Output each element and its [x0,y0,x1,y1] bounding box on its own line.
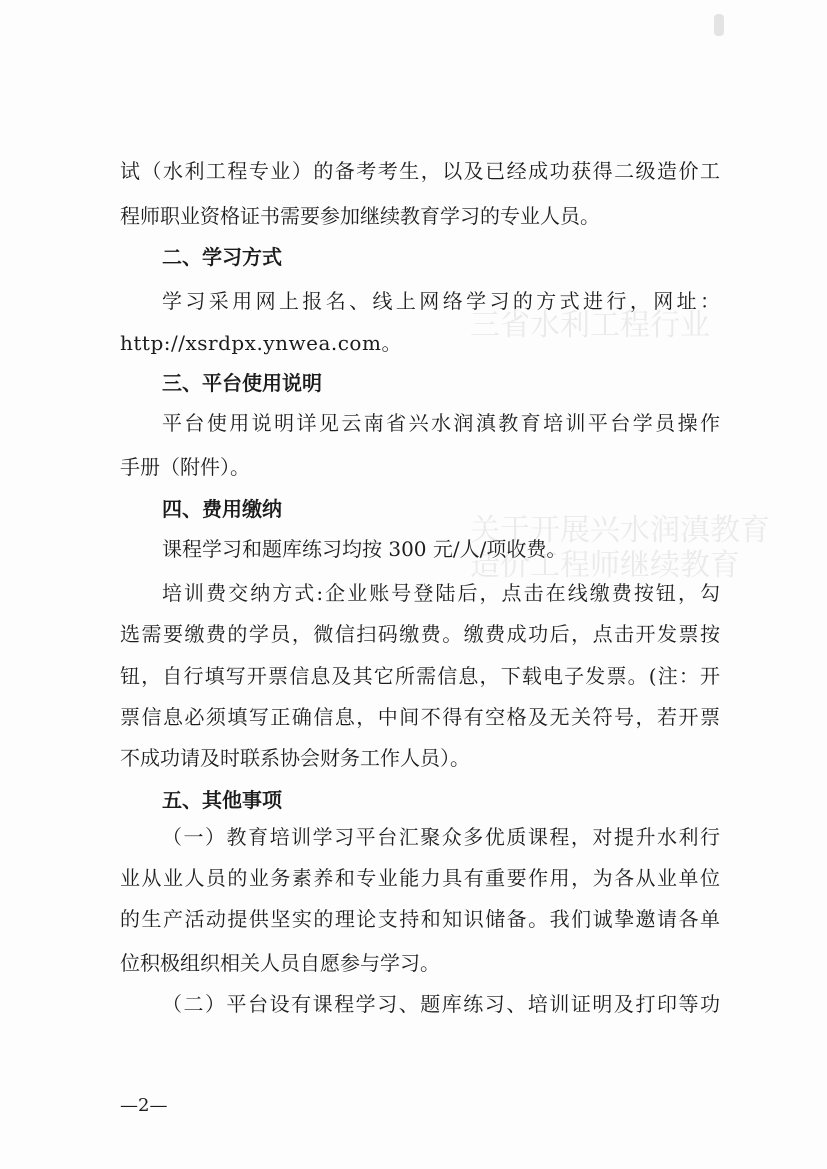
bleed-through-text: 造价工程师继续教育 [470,548,740,583]
body-line: 选需要缴费的学员，微信扫码缴费。缴费成功后，点击开发票按 [120,622,720,646]
section-heading: 三、平台使用说明 [162,371,322,395]
page-number: —2— [120,1095,168,1116]
body-line: （二）平台设有课程学习、题库练习、培训证明及打印等功 [162,992,720,1016]
body-line: 试（水利工程专业）的备考考生，以及已经成功获得二级造价工 [120,159,720,183]
scan-mark [714,14,724,36]
body-line: 不成功请及时联系协会财务工作人员）。 [120,746,470,770]
body-line: 手册（附件）。 [120,455,250,479]
body-line: 平台使用说明详见云南省兴水润滇教育培训平台学员操作 [162,411,720,435]
body-line: 业从业人员的业务素养和专业能力具有重要作用，为各从业单位 [120,866,720,890]
body-line: 票信息必须填写正确信息，中间不得有空格及无关符号，若开票 [120,705,720,729]
website-url: http://xsrdpx.ynwea.com。 [120,331,402,355]
body-line: （一）教育培训学习平台汇聚众多优质课程，对提升水利行 [162,825,720,849]
body-line: 程师职业资格证书需要参加继续教育学习的专业人员。 [120,204,600,228]
body-line: 的生产活动提供坚实的理论支持和知识储备。我们诚挚邀请各单 [120,907,720,931]
bleed-through-text: 三省水利工程行业 [470,308,710,343]
body-line: 学习采用网上报名、线上网络学习的方式进行，网址： [162,289,720,313]
section-heading: 五、其他事项 [162,788,282,812]
body-line: 培训费交纳方式:企业账号登陆后，点击在线缴费按钮，勾 [162,581,720,605]
body-line: 位积极组织相关人员自愿参与学习。 [120,951,440,975]
bleed-through-text: 关于开展兴水润滇教育 [470,513,770,548]
section-heading: 四、费用缴纳 [162,497,282,521]
section-heading: 二、学习方式 [162,245,282,269]
fee-line: 课程学习和题库练习均按 300 元/人/项收费。 [162,537,567,561]
body-line: 钮，自行填写开票信息及其它所需信息，下载电子发票。(注：开 [120,664,720,688]
